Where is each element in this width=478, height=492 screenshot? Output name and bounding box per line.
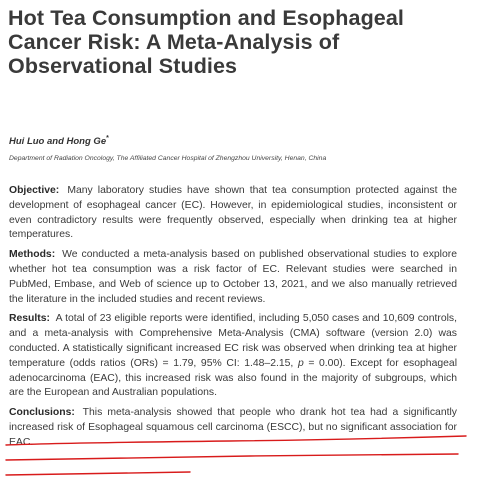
paper-title: Hot Tea Consumption and Esophageal Cancer Risk: A Meta-Analysis of Observational Studies [8, 6, 404, 78]
methods-text: We conducted a meta-analysis based on published observational studies to explore whether hot tea consumption was a risk factor of EC. Relevant studies were searched in PubMed, Embase, and Web of science up to October 13, 2021, and we also manually retrieved the literature in the included studies and recent reviews. [9, 249, 458, 305]
underline-stroke-3 [6, 472, 190, 475]
methods-heading: Methods: [9, 249, 56, 261]
results-section [9, 312, 457, 401]
abstract [9, 184, 457, 456]
p-value-symbol: p [297, 357, 304, 369]
author-names: Hui Luo and Hong Ge [9, 136, 107, 148]
results-text-part-1: A total of 23 eligible reports were identified, including 5,050 cases and 10,609 controls, and a meta-analysis with Comprehensive Meta-Analysis (CMA) software (version 2.0) was conducted. A statistically significant increased EC risk was observed when drinking tea at higher temperature (odds ratios (ORs) = 1.79, 95% CI: 1.48–2.15, [9, 313, 457, 369]
conclusions-heading: Conclusions: [9, 407, 75, 419]
results-heading: Results: [9, 313, 50, 325]
conclusions-text: This meta-analysis showed that people who drank hot tea had a significantly increased risk of Esophageal squamous cell carcinoma (ESCC), but no significant association for EAC. [9, 407, 457, 448]
corresponding-author-mark: * [106, 135, 109, 142]
affiliation: Department of Radiation Oncology, The Affiliated Cancer Hospital of Zhengzhou University, Henan, China [9, 155, 327, 162]
authors [9, 135, 109, 147]
objective-section [9, 184, 457, 243]
objective-heading: Objective: [9, 185, 60, 196]
objective-text: Many laboratory studies have shown that tea consumption protected against the development of esophageal cancer (EC). However, in epidemiological studies, inconsistent or even contradictory results were frequently observed, especially when drinking tea at higher temperatures. [9, 185, 457, 241]
conclusions-section [9, 406, 457, 450]
methods-section [9, 248, 457, 307]
results-text-part-2: = 0.00). Except for esophageal adenocarcinoma (EAC), this increased risk was also found in the majority of subgroups, which are the European and Australian populations. [9, 357, 458, 399]
